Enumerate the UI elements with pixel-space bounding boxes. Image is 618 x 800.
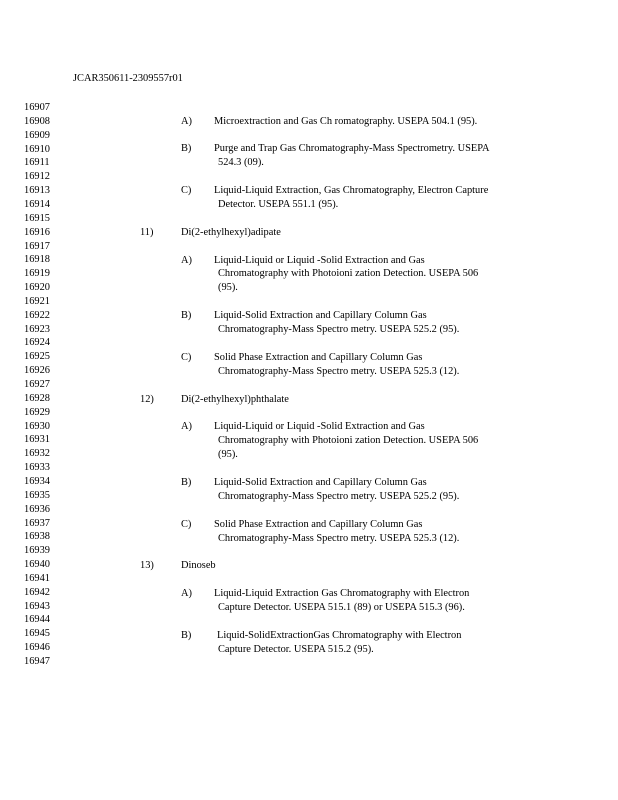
- item-letter: C): [181, 352, 192, 363]
- item-text: Detector. USEPA 551.1 (95).: [218, 199, 339, 210]
- section-number: 11): [140, 227, 154, 238]
- item-text: Liquid-Liquid or Liquid -Solid Extraction and Gas: [214, 421, 425, 432]
- line-number: 16945: [24, 628, 50, 640]
- item-text: Liquid-Liquid Extraction Gas Chromatography with Electron: [214, 588, 470, 599]
- line-number: 16941: [24, 572, 50, 584]
- item-text: Chromatography-Mass Spectro metry. USEPA 525.3 (12).: [218, 366, 460, 377]
- line-number: 16931: [24, 434, 50, 446]
- line-number: 16940: [24, 559, 50, 570]
- line-number: 16937: [24, 517, 50, 529]
- item-text: Microextraction and Gas Ch romatography. USEPA 504.1 (95).: [214, 116, 478, 127]
- line-number: 16947: [24, 656, 50, 667]
- item-letter: A): [181, 255, 192, 266]
- section-title: Di(2-ethylhexyl)adipate: [181, 227, 281, 238]
- item-text: Chromatography with Photoioni zation Detection. USEPA 506: [218, 435, 479, 446]
- item-letter: A): [181, 588, 192, 599]
- item-text: Liquid-Liquid or Liquid -Solid Extraction and Gas: [214, 255, 425, 266]
- item-text: Solid Phase Extraction and Capillary Column Gas: [214, 519, 423, 530]
- line-number: 16920: [24, 282, 50, 293]
- item-text: Liquid-Solid Extraction and Capillary Column Gas: [214, 310, 427, 321]
- item-letter: C): [181, 519, 192, 530]
- line-number: 16916: [24, 226, 50, 238]
- item-text: Liquid-Solid Extraction and Capillary Column Gas: [214, 477, 427, 488]
- line-number: 16917: [24, 240, 50, 252]
- line-number: 16932: [24, 448, 50, 460]
- line-number: 16922: [24, 309, 50, 321]
- line-number: 16928: [24, 392, 50, 404]
- section-title: Dinoseb: [181, 560, 216, 571]
- document-id: JCAR350611-2309557r01: [73, 73, 183, 84]
- line-number: 16919: [24, 268, 50, 280]
- line-number: 16938: [24, 531, 50, 543]
- line-number: 16915: [24, 212, 50, 224]
- line-number: 16910: [24, 143, 50, 155]
- line-number: 16923: [24, 323, 50, 335]
- line-number: 16927: [24, 379, 50, 390]
- line-number: 16921: [24, 295, 50, 307]
- item-text: 524.3 (09).: [218, 157, 264, 168]
- line-number: 16933: [24, 462, 50, 474]
- item-text: Chromatography with Photoioni zation Detection. USEPA 506: [218, 268, 479, 279]
- line-number: 16918: [24, 254, 50, 266]
- line-number: 16936: [24, 503, 50, 515]
- line-number: 16909: [24, 129, 50, 141]
- item-letter: B): [181, 143, 192, 154]
- line-number: 16942: [24, 586, 50, 598]
- item-letter: A): [181, 116, 192, 127]
- line-number: 16911: [24, 157, 50, 169]
- item-text: Chromatography-Mass Spectro metry. USEPA 525.2 (95).: [218, 324, 460, 335]
- line-number: 16946: [24, 642, 50, 654]
- item-text: Solid Phase Extraction and Capillary Column Gas: [214, 352, 423, 363]
- line-number: 16914: [24, 198, 50, 210]
- item-letter: C): [181, 185, 192, 196]
- line-number: 16944: [24, 614, 50, 626]
- line-number: 16930: [24, 420, 50, 432]
- item-text: Chromatography-Mass Spectro metry. USEPA 525.2 (95).: [218, 491, 460, 502]
- item-text: (95).: [218, 449, 238, 460]
- line-number: 16907: [24, 102, 50, 113]
- item-text: Liquid-Liquid Extraction, Gas Chromatography, Electron Capture: [214, 185, 489, 196]
- line-number: 16934: [24, 475, 50, 487]
- item-text: Purge and Trap Gas Chromatography-Mass Spectrometry. USEPA: [214, 143, 490, 154]
- item-letter: B): [181, 477, 192, 488]
- line-number: 16925: [24, 351, 50, 363]
- section-title: Di(2-ethylhexyl)phthalate: [181, 394, 289, 405]
- section-number: 12): [140, 394, 154, 405]
- line-number: 16913: [24, 185, 50, 197]
- line-number: 16943: [24, 600, 50, 612]
- item-text: (95).: [218, 282, 238, 293]
- item-text: Chromatography-Mass Spectro metry. USEPA 525.3 (12).: [218, 533, 460, 544]
- line-number: 16929: [24, 406, 50, 418]
- line-number: 16924: [24, 337, 50, 349]
- line-number: 16908: [24, 115, 50, 127]
- line-number: 16939: [24, 545, 50, 557]
- line-number: 16912: [24, 171, 50, 183]
- item-letter: B): [181, 310, 192, 321]
- line-number: 16926: [24, 365, 50, 377]
- line-number: 16935: [24, 489, 50, 501]
- item-text: Capture Detector. USEPA 515.2 (95).: [218, 644, 374, 655]
- section-number: 13): [140, 560, 154, 571]
- item-text: Capture Detector. USEPA 515.1 (89) or USEPA 515.3 (96).: [218, 602, 465, 613]
- item-text: Liquid-SolidExtractionGas Chromatography with Electron: [217, 630, 462, 641]
- item-letter: A): [181, 421, 192, 432]
- item-letter: B): [181, 630, 192, 641]
